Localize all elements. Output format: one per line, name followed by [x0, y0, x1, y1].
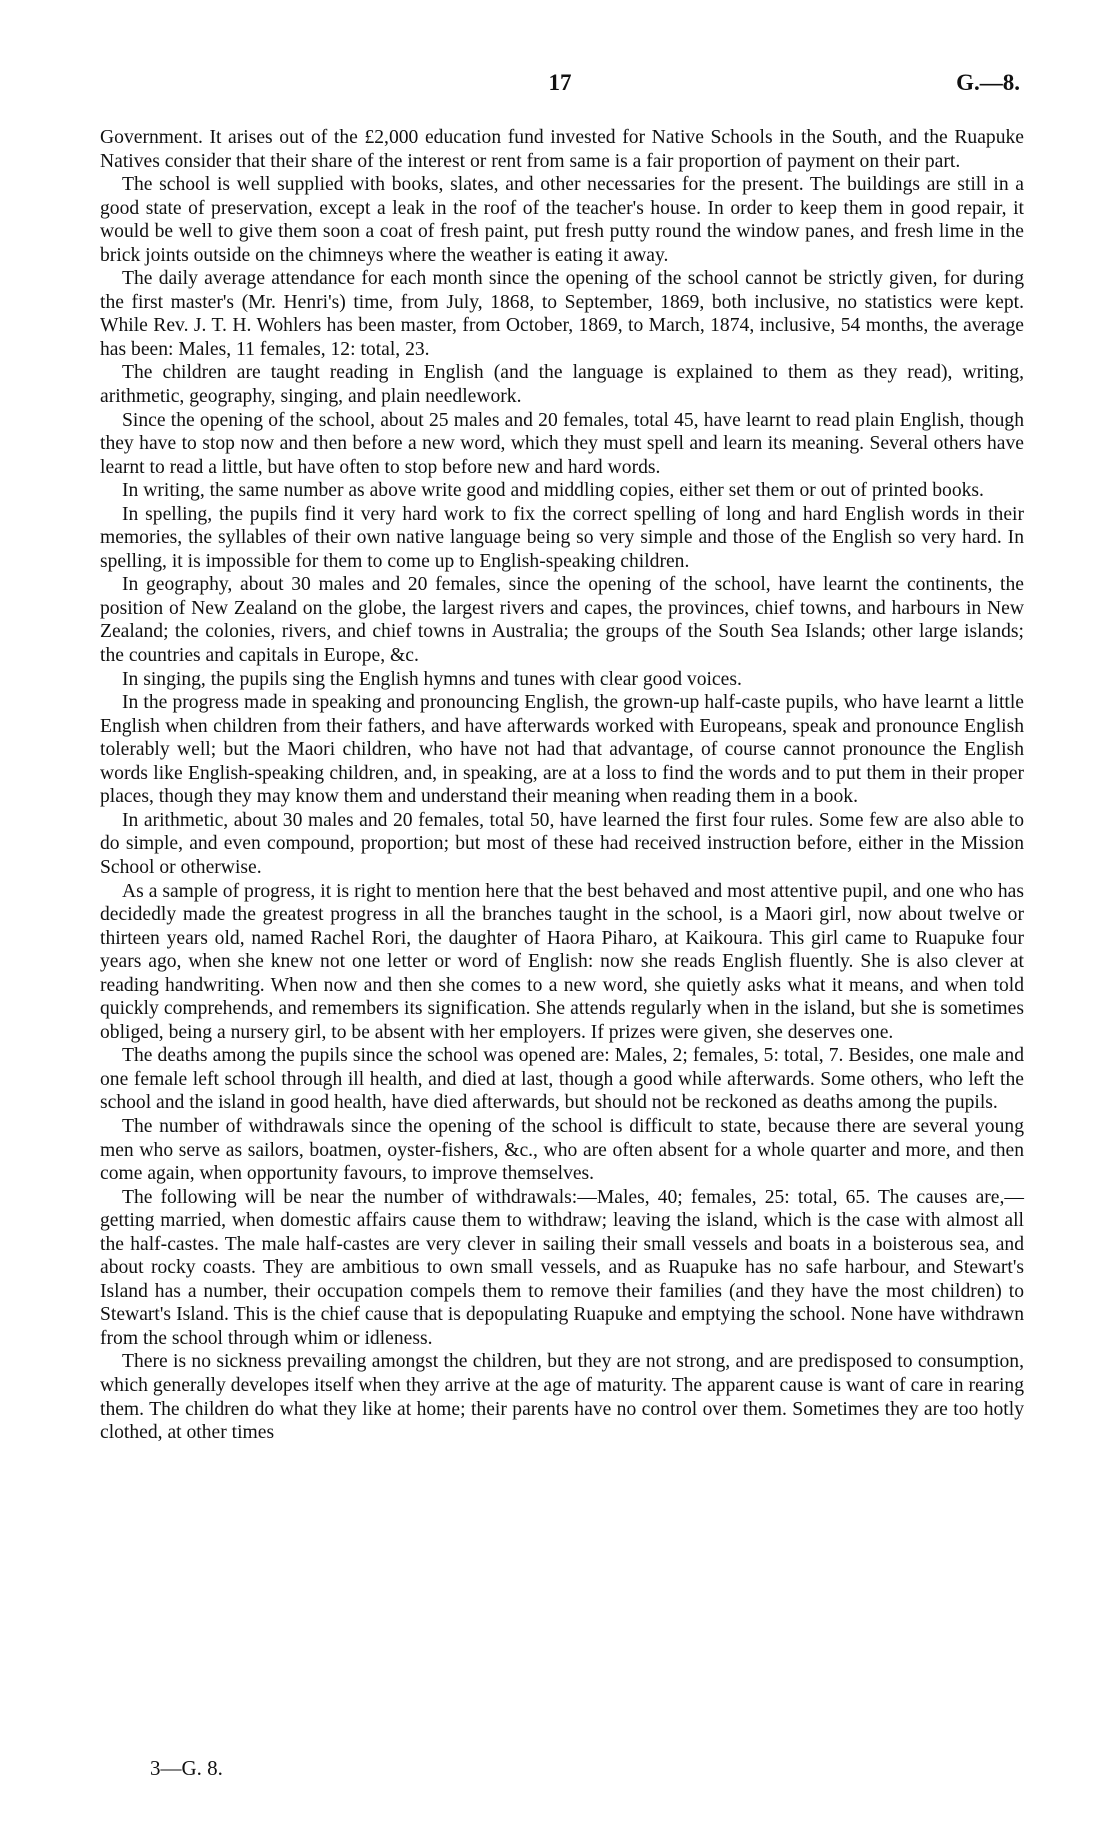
paragraph-geography: In geography, about 30 males and 20 females, since the opening of the school, have learnt the continents, the position of New Zealand on the globe, the largest rivers and capes, the provinces, chief towns, and harbours in New Zealand; the colonies, rivers, and chief towns in Australia; the groups of the South Sea Islands; other large islands; the countries and capitals in Europe, &c. [100, 574, 1024, 667]
body-text [100, 126, 1024, 1445]
paragraph-attendance: The daily average attendance for each month since the opening of the school cannot be strictly given, for during the first master's (Mr. Henri's) time, from July, 1868, to September, 1869, both inclusive, no statistics were kept. While Rev. J. T. H. Wohlers has been master, from October, 1869, to March, 1874, inclusive, 54 months, the average has been: Males, 11 females, 12: total, 23. [100, 268, 1024, 360]
paragraph-singing: In singing, the pupils sing the English hymns and tunes with clear good voices. [122, 668, 742, 690]
paragraph-subjects: The children are taught reading in English (and the language is explained to them as they read), writing, arithmetic, geography, singing, and plain needlework. [100, 362, 1024, 408]
paragraph-reading: Since the opening of the school, about 25 males and 20 females, total 45, have learnt to read plain English, though they have to stop now and then before a new word, which they must spell and learn its meaning. Several others have learnt to read a little, but have often to stop before new and hard words. [100, 409, 1024, 478]
paragraph-deaths: The deaths among the pupils since the school was opened are: Males, 2; females, 5: total, 7. Besides, one male and one female left school through ill health, and died at last, though a good while afterwards. Some others, who left the school and the island in good health, have died afterwards, but should not be reckoned as deaths among the pupils. [100, 1045, 1024, 1114]
paragraph-best-pupil: As a sample of progress, it is right to mention here that the best behaved and most attentive pupil, and one who has decidedly made the greatest progress in all the branches taught in the school, is a Maori girl, now about twelve or thirteen years old, named Rachel Rori, the daughter of Haora Piharo, at Kaikoura. This girl came to Ruapuke four years ago, when she knew not one letter or word of English: now she reads English fluently. She is also clever at reading handwriting. When now and then she comes to a new word, she quietly asks what it means, and when told quickly comprehends, and remembers its signification. She attends regularly when in the island, but she is sometimes obliged, being a nursery girl, to be absent with her employers. If prizes were given, she deserves one. [100, 880, 1024, 1043]
paragraph-pronunciation: In the progress made in speaking and pronouncing English, the grown-up half-caste pupils, who have learnt a little English when children from their fathers, and have afterwards worked with Europeans, speak and pronounce English tolerably well; but the Maori children, who have not had that advantage, of course cannot pronounce the English words like English-speaking children, and, in speaking, are at a loss to find the words and to put them in their proper places, though they may know them and understand their meaning when reading them in a book. [100, 692, 1024, 808]
paragraph-withdrawals: The number of withdrawals since the opening of the school is difficult to state, because there are several young men who serve as sailors, boatmen, oyster-fishers, &c., who are often absent for a whole quarter and more, and then come again, when opportunity favours, to improve themselves. [100, 1115, 1024, 1185]
signature-mark: 3—G. 8. [150, 1756, 223, 1780]
page-number: 17 [548, 70, 572, 95]
page-header [100, 70, 1020, 106]
paragraph-arithmetic: In arithmetic, about 30 males and 20 females, total 50, have learned the first four rules. Some few are also able to do simple, and even compound, proportion; but most of these had received instruction before, either in the Mission School or otherwise. [100, 809, 1024, 878]
document-code: G.—8. [956, 70, 1020, 95]
paragraph-school-supplies: The school is well supplied with books, slates, and other necessaries for the present. The buildings are still in a good state of preservation, except a leak in the roof of the teacher's house. In order to keep them in good repair, it would be well to give them soon a coat of fresh paint, put fresh putty round the window panes, and fresh lime in the brick joints outside on the chimneys where the weather is eating it away. [100, 174, 1024, 266]
paragraph-withdrawal-causes: The following will be near the number of withdrawals:—Males, 40; females, 25: total, 65. The causes are,—getting married, when domestic affairs cause them to withdraw; leaving the island, which is the case with almost all the half-castes. The male half-castes are very clever in sailing their small vessels and boats in a boisterous sea, and about rocky coasts. They are ambitious to own small vessels, and as Ruapuke has no safe harbour, and Stewart's Island has a number, their occupation compels them to remove their families (and they have the most children) to Stewart's Island. This is the chief cause that is depopulating Ruapuke and emptying the school. None have withdrawn from the school through whim or idleness. [100, 1186, 1024, 1349]
paragraph-writing: In writing, the same number as above write good and middling copies, either set them or out of printed books. [122, 480, 984, 502]
paragraph-continuation: Government. It arises out of the £2,000 education fund invested for Native Schools in the South, and the Ruapuke Natives consider that their share of the interest or rent from same is a fair proportion of payment on their part. [100, 127, 1024, 172]
paragraph-spelling: In spelling, the pupils find it very hard work to fix the correct spelling of long and hard English words in their memories, the syllables of their own native language being so very simple and those of the English so very hard. In spelling, it is impossible for them to come up to English-speaking children. [100, 503, 1024, 572]
paragraph-health: There is no sickness prevailing amongst the children, but they are not strong, and are predisposed to consumption, which generally developes itself when they arrive at the age of maturity. The apparent cause is want of care in rearing them. The children do what they like at home; their parents have no control over them. Sometimes they are too hotly clothed, at other times [100, 1351, 1024, 1444]
